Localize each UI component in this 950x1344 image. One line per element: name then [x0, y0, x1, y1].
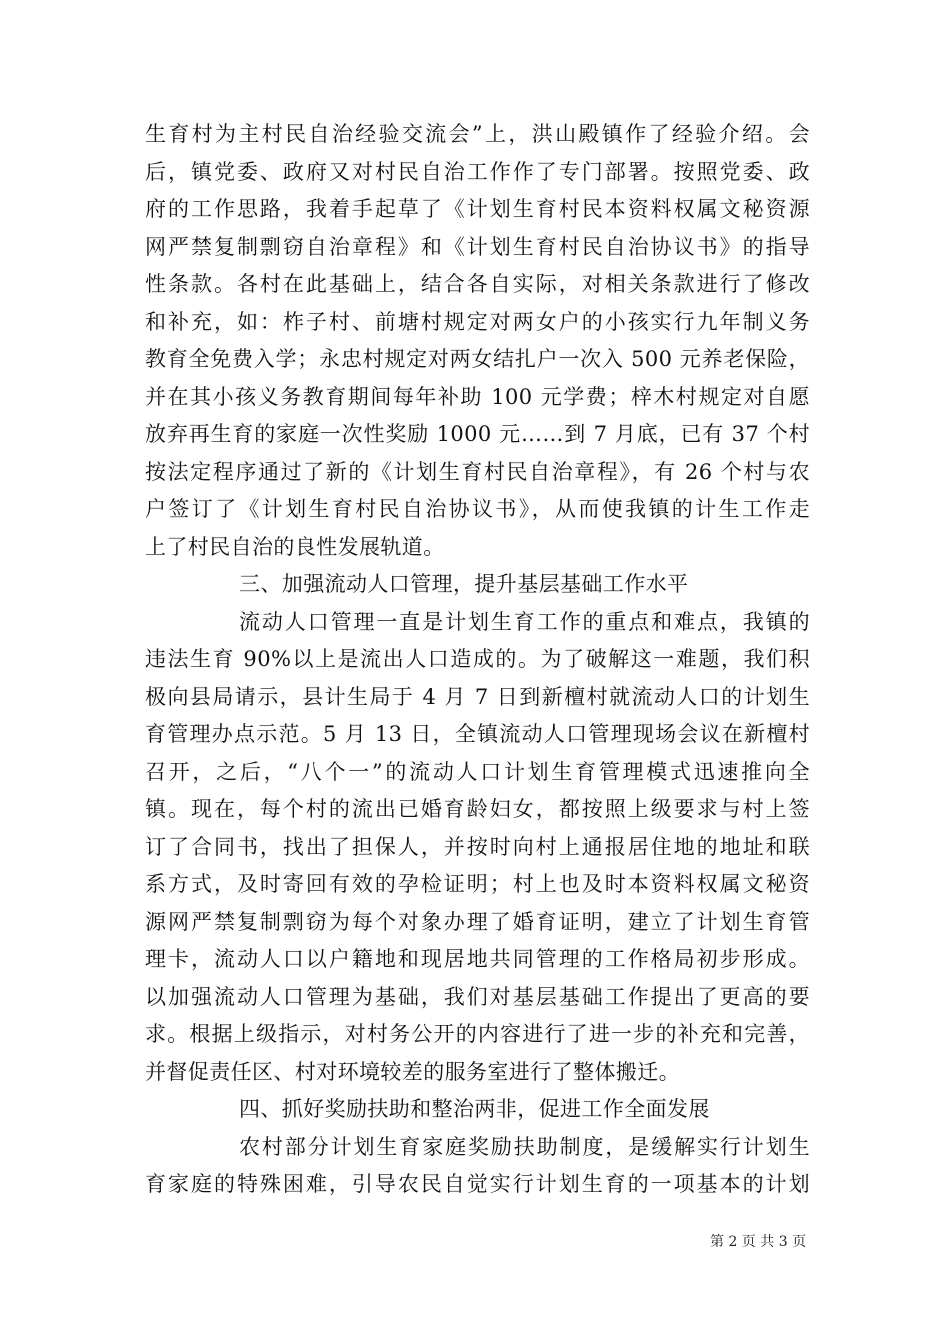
section-heading: 四、抓好奖励扶助和整治两非，促进工作全面发展 — [239, 1097, 710, 1121]
text-line: 和补充，如：柞子村、前塘村规定对两女户的小孩实行九年制义务 — [145, 309, 810, 334]
text-line: 订了合同书，找出了担保人，并按时向村上通报居住地的地址和联 — [145, 834, 810, 859]
text-line: 并督促责任区、村对环境较差的服务室进行了整体搬迁。 — [145, 1059, 680, 1084]
text-line: 放弃再生育的家庭一次性奖励 1000 元……到 7 月底，已有 37 个村 — [145, 422, 810, 446]
text-line: 生育村为主村民自治经验交流会”上，洪山殿镇作了经验介绍。会 — [145, 122, 810, 146]
text-line: 并在其小孩义务教育期间每年补助 100 元学费；梓木村规定对自愿 — [145, 384, 810, 409]
text-line: 极向县局请示，县计生局于 4 月 7 日到新檀村就流动人口的计划生 — [145, 684, 810, 709]
text-line: 召开，之后，“八个一”的流动人口计划生育管理模式迅速推向全 — [145, 759, 810, 784]
text-line: 网严禁复制剽窃自治章程》和《计划生育村民自治协议书》的指导 — [145, 234, 810, 259]
text-line: 性条款。各村在此基础上，结合各自实际，对相关条款进行了修改 — [145, 272, 810, 296]
text-line: 理卡，流动人口以户籍地和现居地共同管理的工作格局初步形成。 — [145, 947, 810, 971]
text-line: 教育全免费入学；永忠村规定对两女结扎户一次入 500 元养老保险， — [145, 347, 810, 371]
text-line: 育管理办点示范。5 月 13 日，全镇流动人口管理现场会议在新檀村 — [145, 722, 810, 746]
text-line: 流动人口管理一直是计划生育工作的重点和难点，我镇的 — [239, 609, 810, 634]
text-line: 后，镇党委、政府又对村民自治工作作了专门部署。按照党委、政 — [145, 159, 810, 184]
page-footer: 第 2 页 共 3 页 — [710, 1234, 807, 1250]
text-line: 源网严禁复制剽窃为每个对象办理了婚育证明，建立了计划生育管 — [145, 909, 810, 934]
text-line: 育家庭的特殊困难，引导农民自觉实行计划生育的一项基本的计划 — [145, 1172, 810, 1196]
text-line: 上了村民自治的良性发展轨道。 — [145, 534, 445, 559]
text-line: 户签订了《计划生育村民自治协议书》，从而使我镇的计生工作走 — [145, 497, 810, 521]
text-line: 求。根据上级指示，对村务公开的内容进行了进一步的补充和完善， — [145, 1022, 810, 1046]
text-line: 按法定程序通过了新的《计划生育村民自治章程》，有 26 个村与农 — [145, 459, 810, 484]
text-line: 违法生育 90%以上是流出人口造成的。为了破解这一难题，我们积 — [145, 647, 810, 671]
text-line: 农村部分计划生育家庭奖励扶助制度，是缓解实行计划生 — [239, 1134, 810, 1159]
text-line: 系方式，及时寄回有效的孕检证明；村上也及时本资料权属文秘资 — [145, 872, 810, 896]
text-line: 以加强流动人口管理为基础，我们对基层基础工作提出了更高的要 — [145, 984, 810, 1009]
body-text — [145, 116, 810, 1204]
text-line: 府的工作思路，我着手起草了《计划生育村民本资料权属文秘资源 — [145, 197, 810, 221]
section-heading: 三、加强流动人口管理，提升基层基础工作水平 — [239, 572, 689, 596]
text-line: 镇。现在，每个村的流出已婚育龄妇女，都按照上级要求与村上签 — [145, 797, 810, 821]
